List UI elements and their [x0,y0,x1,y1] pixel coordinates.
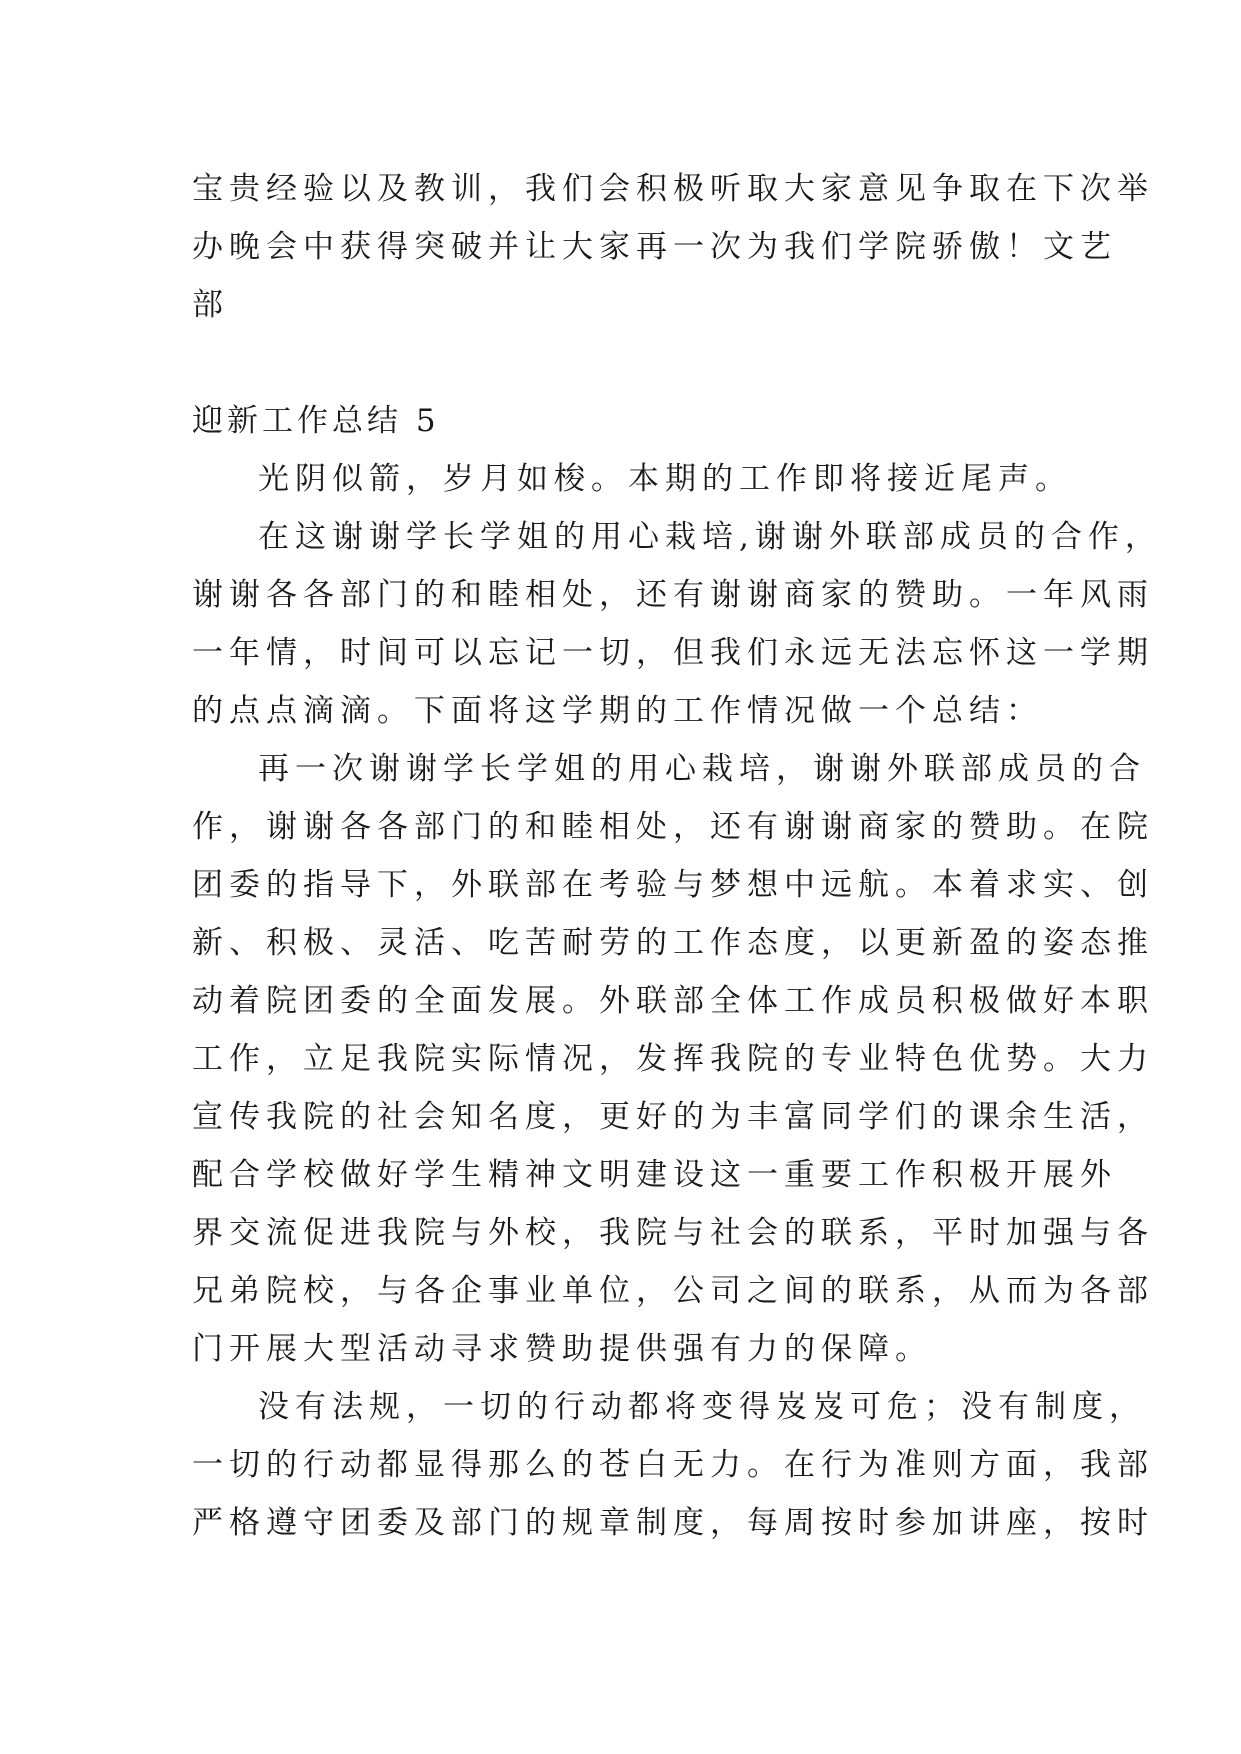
text-line: 办晚会中获得突破并让大家再一次为我们学院骄傲！文艺 [192,229,1117,265]
text-line: 严格遵守团委及部门的规章制度，每周按时参加讲座，按时 [192,1505,1154,1541]
text-line: 门开展大型活动寻求赞助提供强有力的保障。 [192,1331,932,1367]
text-line: 兄弟院校，与各企事业单位，公司之间的联系，从而为各部 [192,1273,1154,1309]
text-line: 一年情，时间可以忘记一切，但我们永远无法忘怀这一学期 [192,635,1154,671]
text-line: 宣传我院的社会知名度，更好的为丰富同学们的课余生活， [192,1099,1154,1135]
paragraph-first-line: 再一次谢谢学长学姐的用心栽培，谢谢外联部成员的合 [258,751,1146,787]
text-line: 配合学校做好学生精神文明建设这一重要工作积极开展外 [192,1157,1117,1193]
text-line: 部 [192,287,229,323]
paragraph-first-line: 没有法规，一切的行动都将变得岌岌可危；没有制度， [258,1389,1146,1425]
text-line: 团委的指导下，外联部在考验与梦想中远航。本着求实、创 [192,867,1154,903]
text-line: 一切的行动都显得那么的苍白无力。在行为准则方面，我部 [192,1447,1154,1483]
text-line: 界交流促进我院与外校，我院与社会的联系，平时加强与各 [192,1215,1154,1251]
text-line: 作，谢谢各各部门的和睦相处，还有谢谢商家的赞助。在院 [192,809,1154,845]
text-line: 谢谢各各部门的和睦相处，还有谢谢商家的赞助。一年风雨 [192,577,1154,613]
paragraph-first-line: 光阴似箭，岁月如梭。本期的工作即将接近尾声。 [258,461,1072,497]
section-heading: 迎新工作总结 5 [192,403,440,439]
text-line: 新、积极、灵活、吃苦耐劳的工作态度，以更新盈的姿态推 [192,925,1154,961]
paragraph-first-line: 在这谢谢学长学姐的用心栽培,谢谢外联部成员的合作， [258,519,1162,555]
text-line: 动着院团委的全面发展。外联部全体工作成员积极做好本职 [192,983,1154,1019]
text-line: 的点点滴滴。下面将这学期的工作情况做一个总结： [192,693,1043,729]
document-body [192,160,1162,1552]
text-line: 宝贵经验以及教训，我们会积极听取大家意见争取在下次举 [192,171,1154,207]
text-line: 工作，立足我院实际情况，发挥我院的专业特色优势。大力 [192,1041,1154,1077]
